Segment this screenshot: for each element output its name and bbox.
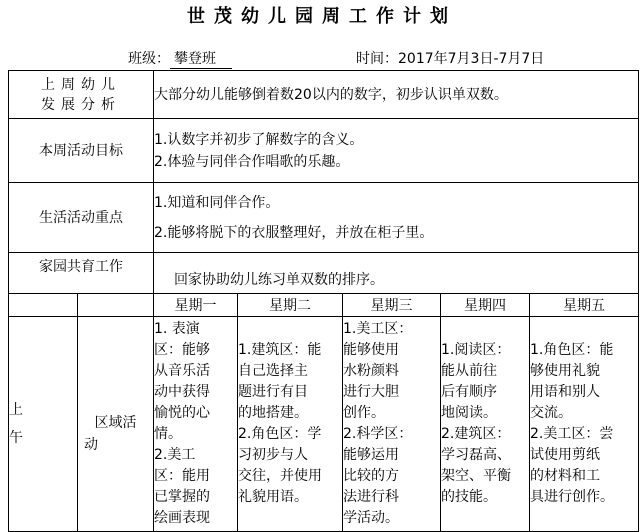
cell-line: 自己选择主 [238,363,308,379]
monday-cell[interactable] [154,317,238,532]
row-life [9,183,639,253]
cell-line: 绘画表现 [154,510,210,526]
cell-line: 1.阅读区： [441,342,511,358]
cell-line: 情。 [154,426,182,442]
cell-line: 礼貌用语。 [238,489,308,505]
day-tuesday: 星期二 [238,294,343,317]
row-goals [9,119,639,183]
last-week-label-line-1: 上周幼儿 [41,76,121,93]
cell-line: 区：能用 [154,468,210,484]
cell-line: 试使用剪纸 [530,447,600,463]
cell-line: 架空、平衡 [441,468,511,484]
day-header-blank [78,294,154,317]
cell-line: 区：能够 [154,342,210,358]
cell-line: 的技能。 [441,489,497,505]
cell-line: 从音乐活 [154,363,210,379]
cell-line: 已掌握的 [154,489,210,505]
cell-line: 习初步与人 [238,447,308,463]
cell-line: 创作。 [343,405,385,421]
goal-item: 2.体验与同伴合作唱歌的乐趣。 [154,153,350,170]
cell-line: 用语和别人 [530,384,600,400]
cell-line: 能够使用 [343,342,399,358]
class-name[interactable]: 攀登班 [170,48,232,69]
row-days [9,294,639,317]
day-header-blank [9,294,78,317]
wednesday-cell[interactable] [343,317,441,532]
goals-label: 本周活动目标 [9,119,154,183]
last-week-label [9,71,154,119]
cell-line: 愉悦的心 [154,405,210,421]
cell-line: 1.美工区： [343,321,413,337]
cell-line: 2.科学区： [343,426,413,442]
class-field [128,48,232,69]
day-monday: 星期一 [154,294,238,317]
last-week-label-line-2: 发展分析 [41,96,121,113]
life-item: 1.知道和同伴合作。 [154,194,280,211]
cell-line: 2.建筑区： [441,426,511,442]
goal-item: 1.认数字并初步了解数字的含义。 [154,131,364,148]
cell-line: 地阅读。 [441,405,497,421]
cell-line: 的地搭建。 [238,405,308,421]
home-content[interactable]: 回家协助幼儿练习单双数的排序。 [154,253,639,294]
friday-cell[interactable] [530,317,639,532]
life-content[interactable] [154,183,639,253]
goals-content[interactable] [154,119,639,183]
weekly-plan-table [8,70,639,532]
cell-line: 具进行创作。 [530,489,614,505]
cell-line: 题进行有目 [238,384,308,400]
morning-period-char-2: 午 [9,430,23,446]
morning-period-char-1: 上 [9,402,23,418]
area-activity-label [78,317,154,532]
cell-line: 1.角色区：能 [530,342,614,358]
cell-line: 比较的方 [343,468,399,484]
day-wednesday: 星期三 [343,294,441,317]
row-morning [9,317,639,532]
life-label: 生活活动重点 [9,183,154,253]
day-friday: 星期五 [530,294,639,317]
cell-line: 交往，并使用 [238,468,322,484]
last-week-content[interactable]: 大部分幼儿能够倒着数20以内的数字，初步认识单双数。 [154,71,639,119]
page-title: 世茂幼儿园周工作计划 [187,6,457,27]
row-home [9,253,639,294]
tuesday-cell[interactable] [238,317,343,532]
date-field[interactable]: 时间：2017年7月3日-7月7日 [356,51,545,67]
class-label: 班级： [128,51,170,67]
cell-line: 学活动。 [343,510,399,526]
cell-line: 学习磊高、 [441,447,511,463]
cell-line: 1.建筑区：能 [238,342,322,358]
thursday-cell[interactable] [441,317,530,532]
cell-line: 水粉颜料 [343,363,399,379]
cell-line: 2.美工 [154,447,196,463]
cell-line: 后有顺序 [441,384,497,400]
cell-line: 的材料和工 [530,468,600,484]
area-label-line-1: 区域活 [94,415,137,431]
cell-line: 动中获得 [154,384,210,400]
cell-line: 法进行科 [343,489,399,505]
cell-line: 2.美工区：尝 [530,426,614,442]
home-label: 家园共育工作 [9,253,154,294]
day-thursday: 星期四 [441,294,530,317]
cell-line: 能够运用 [343,447,399,463]
cell-line: 进行大胆 [343,384,399,400]
cell-line: 够使用礼貌 [530,363,600,379]
cell-line: 能从前往 [441,363,497,379]
life-item: 2.能够将脱下的衣服整理好，并放在柜子里。 [154,224,434,241]
row-last-week [9,71,639,119]
morning-period [9,317,78,532]
cell-line: 交流。 [530,405,572,421]
cell-line: 1. 表演 [154,321,200,337]
area-label-line-2: 动 [84,437,98,453]
cell-line: 2.角色区：学 [238,426,322,442]
